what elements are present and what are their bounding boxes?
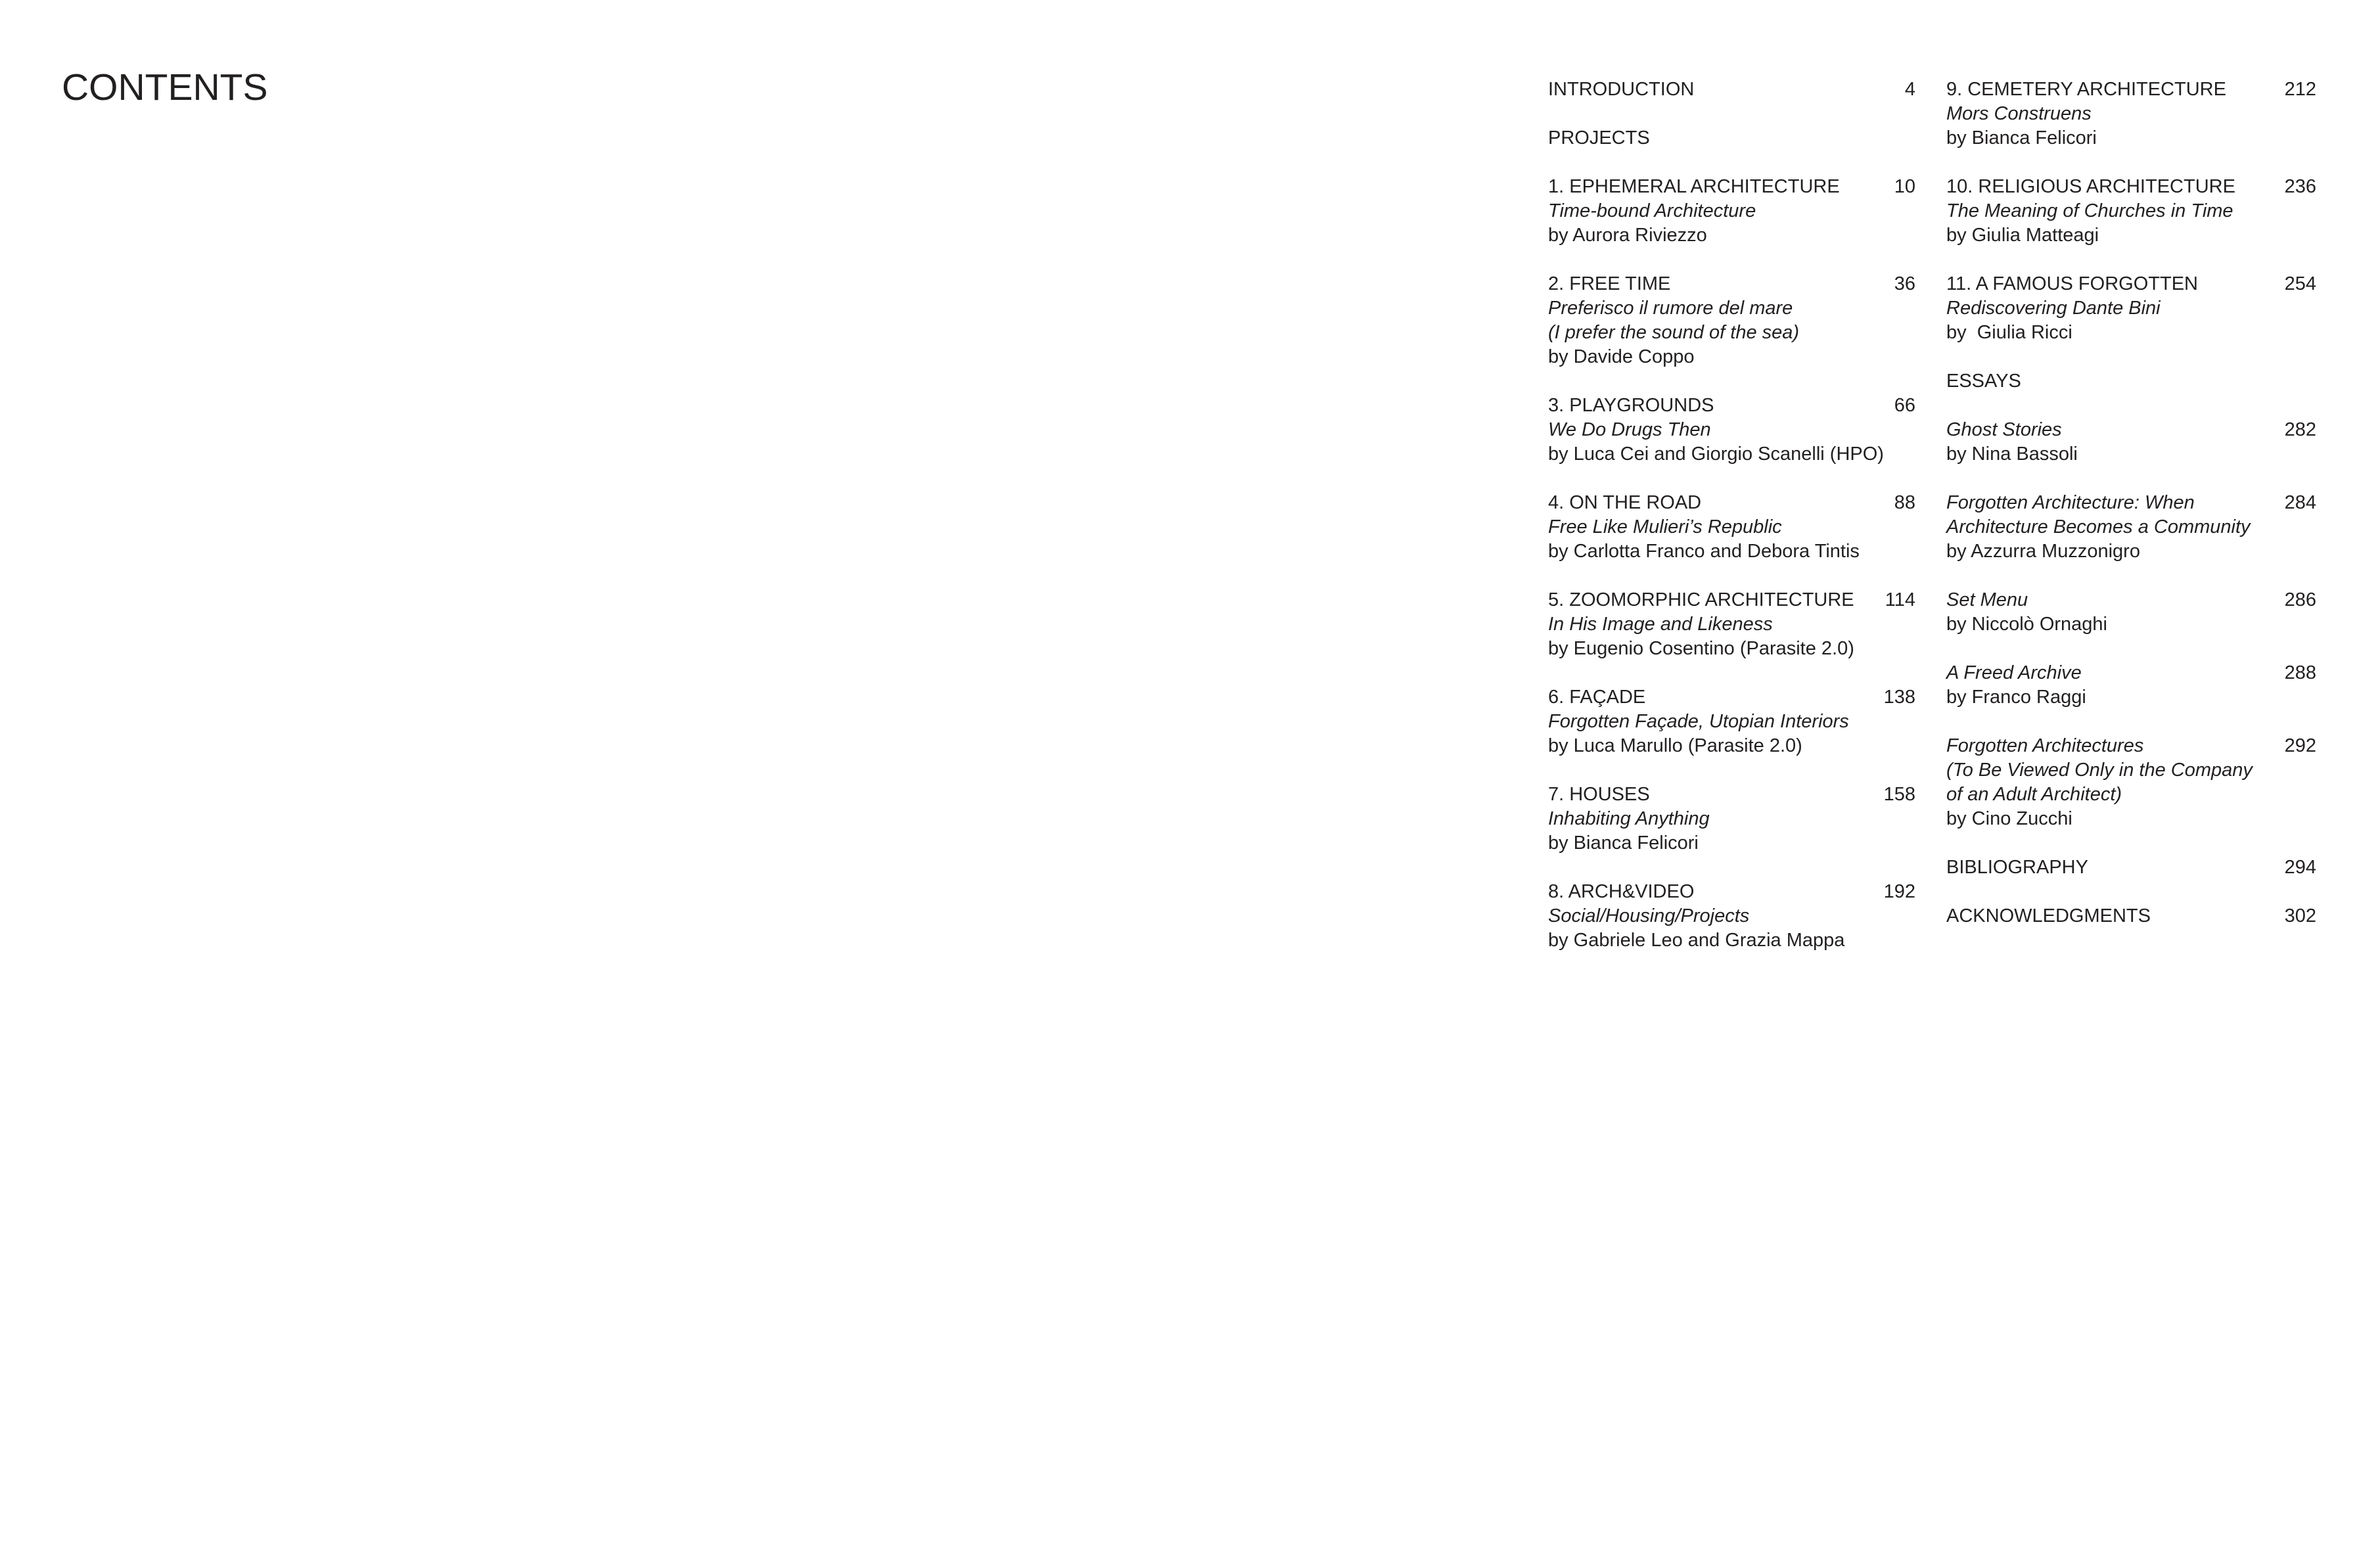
entry-title: Forgotten Architecture: When — [1946, 492, 2195, 513]
entry-line — [1946, 661, 2316, 685]
entry-subtitle: Free Like Mulieri’s Republic — [1548, 516, 1782, 537]
entry-byline: by Aurora Riviezzo — [1548, 225, 1707, 246]
toc-entry — [1548, 783, 1915, 856]
entry-byline: by Niccolò Ornaghi — [1946, 614, 2107, 635]
entry-page-number: 282 — [2284, 419, 2316, 440]
toc-entry — [1548, 491, 1915, 564]
entry-title: 4. ON THE ROAD — [1548, 492, 1702, 513]
entry-page-number: 294 — [2284, 857, 2316, 878]
entry-line — [1946, 904, 2316, 928]
entry-title: 7. HOUSES — [1548, 784, 1650, 805]
entry-line — [1548, 539, 1915, 564]
toc-column-1 — [1548, 78, 1915, 953]
entry-line — [1548, 394, 1915, 418]
toc-entry — [1946, 904, 2316, 928]
toc-entry — [1548, 685, 1915, 758]
entry-line — [1548, 199, 1915, 223]
entry-line — [1548, 588, 1915, 612]
entry-page-number: 288 — [2284, 662, 2316, 683]
entry-line — [1946, 102, 2316, 126]
entry-line — [1946, 418, 2316, 442]
entry-line — [1548, 734, 1915, 758]
entry-title: PROJECTS — [1548, 127, 1650, 148]
entry-title: 9. CEMETERY ARCHITECTURE — [1946, 79, 2226, 100]
entry-title: 8. ARCH&VIDEO — [1548, 881, 1695, 902]
entry-subtitle: Social/Housing/Projects — [1548, 905, 1750, 926]
toc-entry — [1946, 491, 2316, 564]
entry-page-number: 286 — [2284, 589, 2316, 610]
entry-title: 2. FREE TIME — [1548, 273, 1671, 294]
toc-entry — [1548, 78, 1915, 102]
entry-byline: by Giulia Matteagi — [1946, 225, 2099, 246]
entry-line — [1946, 78, 2316, 102]
entry-subtitle: of an Adult Architect) — [1946, 784, 2122, 805]
toc-entry — [1946, 272, 2316, 345]
entry-line — [1548, 175, 1915, 199]
entry-line — [1548, 418, 1915, 442]
toc-entry — [1946, 175, 2316, 248]
entry-byline: by Luca Cei and Giorgio Scanelli (HPO) — [1548, 444, 1884, 465]
toc-entry — [1946, 418, 2316, 467]
entry-page-number: 158 — [1883, 784, 1915, 805]
page-title: CONTENTS — [62, 66, 268, 108]
entry-byline: by Bianca Felicori — [1946, 127, 2097, 148]
entry-line — [1548, 272, 1915, 296]
entry-subtitle: We Do Drugs Then — [1548, 419, 1711, 440]
entry-line — [1548, 126, 1915, 150]
entry-title: INTRODUCTION — [1548, 79, 1695, 100]
entry-page-number: 292 — [2284, 735, 2316, 756]
entry-line — [1946, 783, 2316, 807]
entry-title: 5. ZOOMORPHIC ARCHITECTURE — [1548, 589, 1854, 610]
entry-page-number: 10 — [1894, 176, 1915, 197]
entry-subtitle: Rediscovering Dante Bini — [1946, 298, 2161, 319]
entry-line — [1946, 612, 2316, 637]
entry-line — [1548, 296, 1915, 321]
toc-entry — [1946, 369, 2316, 394]
entry-line — [1548, 612, 1915, 637]
toc-entry — [1946, 856, 2316, 880]
entry-title: 1. EPHEMERAL ARCHITECTURE — [1548, 176, 1840, 197]
entry-title: 10. RELIGIOUS ARCHITECTURE — [1946, 176, 2235, 197]
entry-line — [1548, 710, 1915, 734]
entry-line — [1946, 588, 2316, 612]
entry-page-number: 284 — [2284, 492, 2316, 513]
entry-line — [1548, 783, 1915, 807]
entry-page-number: 254 — [2284, 273, 2316, 294]
entry-line — [1946, 734, 2316, 758]
entry-line — [1548, 442, 1915, 467]
entry-line — [1548, 321, 1915, 345]
entry-byline: by Carlotta Franco and Debora Tintis — [1548, 541, 1860, 562]
entry-page-number: 212 — [2284, 79, 2316, 100]
entry-line — [1946, 539, 2316, 564]
entry-line — [1946, 369, 2316, 394]
entry-subtitle: Inhabiting Anything — [1548, 808, 1710, 829]
entry-line — [1548, 880, 1915, 904]
entry-page-number: 114 — [1885, 589, 1915, 610]
entry-title: Forgotten Architectures — [1946, 735, 2144, 756]
toc-entry — [1548, 588, 1915, 661]
toc-entry — [1946, 588, 2316, 637]
entry-byline: by Gabriele Leo and Grazia Mappa — [1548, 930, 1845, 951]
entry-line — [1946, 442, 2316, 467]
entry-line — [1946, 296, 2316, 321]
entry-line — [1946, 199, 2316, 223]
entry-page-number: 302 — [2284, 905, 2316, 926]
entry-line — [1548, 515, 1915, 539]
entry-title: A Freed Archive — [1946, 662, 2082, 683]
entry-title: Ghost Stories — [1946, 419, 2062, 440]
entry-line — [1548, 928, 1915, 953]
entry-line — [1946, 126, 2316, 150]
entry-line — [1548, 491, 1915, 515]
entry-byline: by Franco Raggi — [1946, 687, 2086, 708]
entry-byline: by Cino Zucchi — [1946, 808, 2072, 829]
entry-page-number: 88 — [1894, 492, 1915, 513]
entry-line — [1548, 685, 1915, 710]
toc-entry — [1548, 175, 1915, 248]
entry-title: ACKNOWLEDGMENTS — [1946, 905, 2151, 926]
entry-page-number: 192 — [1883, 881, 1915, 902]
entry-line — [1946, 807, 2316, 831]
entry-page-number: 138 — [1883, 687, 1915, 708]
entry-subtitle: (I prefer the sound of the sea) — [1548, 322, 1800, 343]
entry-line — [1946, 272, 2316, 296]
entry-subtitle: Preferisco il rumore del mare — [1548, 298, 1793, 319]
toc-entry — [1946, 78, 2316, 150]
entry-byline: by Bianca Felicori — [1548, 833, 1699, 854]
entry-title: ESSAYS — [1946, 371, 2021, 392]
entry-line — [1946, 758, 2316, 783]
entry-byline: by Davide Coppo — [1548, 346, 1695, 367]
entry-page-number: 4 — [1904, 79, 1915, 100]
toc-column-2 — [1946, 78, 2316, 953]
entry-line — [1946, 856, 2316, 880]
entry-byline: by Luca Marullo (Parasite 2.0) — [1548, 735, 1802, 756]
entry-line — [1548, 807, 1915, 831]
entry-title: 11. A FAMOUS FORGOTTEN — [1946, 273, 2198, 294]
entry-line — [1946, 321, 2316, 345]
toc-entry — [1548, 272, 1915, 369]
entry-byline: by Giulia Ricci — [1946, 322, 2072, 343]
toc-entry — [1548, 126, 1915, 150]
entry-line — [1548, 345, 1915, 369]
toc-entry — [1548, 880, 1915, 953]
entry-line — [1548, 223, 1915, 248]
entry-line — [1946, 491, 2316, 515]
entry-byline: by Eugenio Cosentino (Parasite 2.0) — [1548, 638, 1854, 659]
entry-subtitle: The Meaning of Churches in Time — [1946, 200, 2233, 221]
entry-subtitle: Mors Construens — [1946, 103, 2092, 124]
entry-line — [1548, 78, 1915, 102]
entry-subtitle: Time-bound Architecture — [1548, 200, 1756, 221]
entry-page-number: 36 — [1894, 273, 1915, 294]
table-of-contents — [1548, 78, 2316, 953]
toc-entry — [1548, 394, 1915, 467]
entry-page-number: 236 — [2284, 176, 2316, 197]
entry-line — [1946, 223, 2316, 248]
entry-title: Set Menu — [1946, 589, 2028, 610]
entry-line — [1946, 175, 2316, 199]
entry-line — [1548, 637, 1915, 661]
entry-line — [1548, 831, 1915, 856]
entry-subtitle: In His Image and Likeness — [1548, 614, 1773, 635]
entry-subtitle: Forgotten Façade, Utopian Interiors — [1548, 711, 1849, 732]
entry-subtitle: (To Be Viewed Only in the Company — [1946, 760, 2253, 781]
toc-entry — [1946, 661, 2316, 710]
entry-title: BIBLIOGRAPHY — [1946, 857, 2088, 878]
entry-page-number: 66 — [1894, 395, 1915, 416]
entry-byline: by Nina Bassoli — [1946, 444, 2078, 465]
entry-title: 3. PLAYGROUNDS — [1548, 395, 1714, 416]
entry-line — [1946, 685, 2316, 710]
entry-title: 6. FAÇADE — [1548, 687, 1646, 708]
entry-line — [1548, 904, 1915, 928]
entry-byline: by Azzurra Muzzonigro — [1946, 541, 2140, 562]
entry-line — [1946, 515, 2316, 539]
toc-entry — [1946, 734, 2316, 831]
entry-subtitle: Architecture Becomes a Community — [1946, 516, 2251, 537]
